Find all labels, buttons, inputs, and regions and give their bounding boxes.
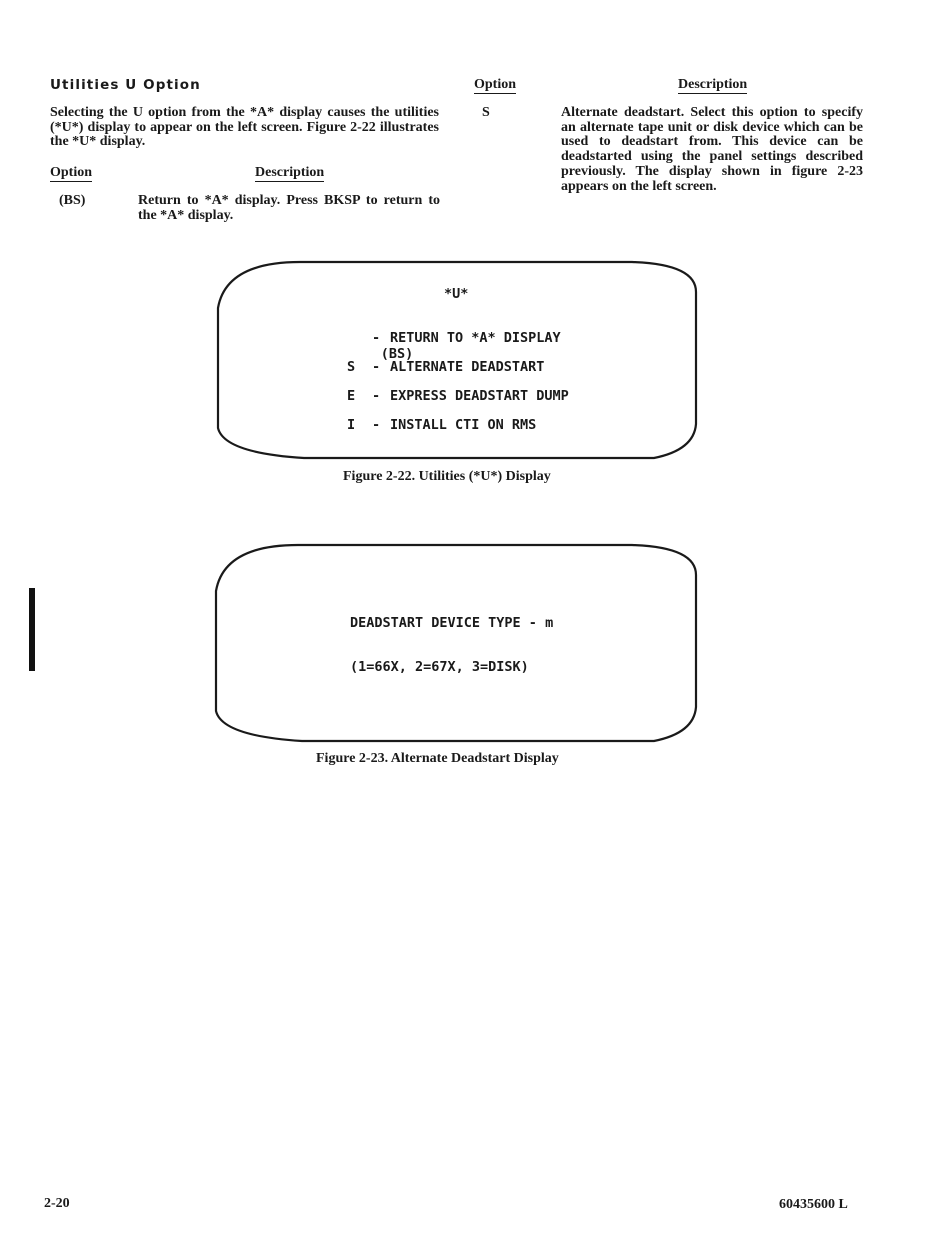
utilities-menu [332, 330, 632, 440]
left-description-header: Description [255, 165, 325, 180]
section-heading: Utilities U Option [50, 77, 201, 93]
menu-separator: - [372, 330, 381, 346]
menu-text: INSTALL CTI ON RMS [390, 417, 537, 433]
figure-22-caption: Figure 2-22. Utilities (*U*) Display [343, 469, 551, 484]
menu-text: EXPRESS DEADSTART DUMP [390, 388, 569, 404]
menu-key: (BS) [380, 346, 414, 362]
menu-key: I [347, 417, 356, 433]
device-type-options: (1=66X, 2=67X, 3=DISK) [350, 659, 529, 675]
menu-separator: - [372, 388, 381, 404]
device-type-prompt: DEADSTART DEVICE TYPE - m [350, 615, 554, 631]
screen-title: *U* [444, 286, 469, 302]
right-option-description: Alternate deadstart. Select this option to specify an alternate tape unit or disk device which can be used to deadstart from. This device can be deadstarted using the panel settings described previously. The display shown in figure 2-23 appears on the left screen. [561, 105, 863, 194]
menu-key: E [347, 388, 356, 404]
figure-23-caption: Figure 2-23. Alternate Deadstart Display [316, 751, 559, 766]
menu-text: ALTERNATE DEADSTART [390, 359, 545, 375]
left-option-description: Return to *A* display. Press BKSP to return to the *A* display. [138, 193, 440, 223]
alternate-deadstart-screen-figure [212, 541, 700, 745]
right-option-header: Option [474, 77, 517, 92]
document-number: 60435600 L [779, 1197, 848, 1212]
intro-paragraph: Selecting the U option from the *A* display causes the utilities (*U*) display to appear on the left screen. Figure 2-22 illustrates the *U* display. [50, 105, 439, 150]
left-option-header: Option [50, 165, 93, 180]
menu-key: S [347, 359, 356, 375]
menu-separator: - [372, 359, 381, 375]
menu-separator: - [372, 417, 381, 433]
screen-outline [212, 541, 700, 745]
menu-text: RETURN TO *A* DISPLAY [390, 330, 561, 346]
utilities-screen-figure [214, 258, 700, 462]
right-option-value: S [482, 105, 490, 120]
right-description-header: Description [678, 77, 748, 92]
left-option-value: (BS) [59, 193, 86, 208]
change-bar [29, 588, 35, 671]
page-number: 2-20 [44, 1196, 70, 1211]
